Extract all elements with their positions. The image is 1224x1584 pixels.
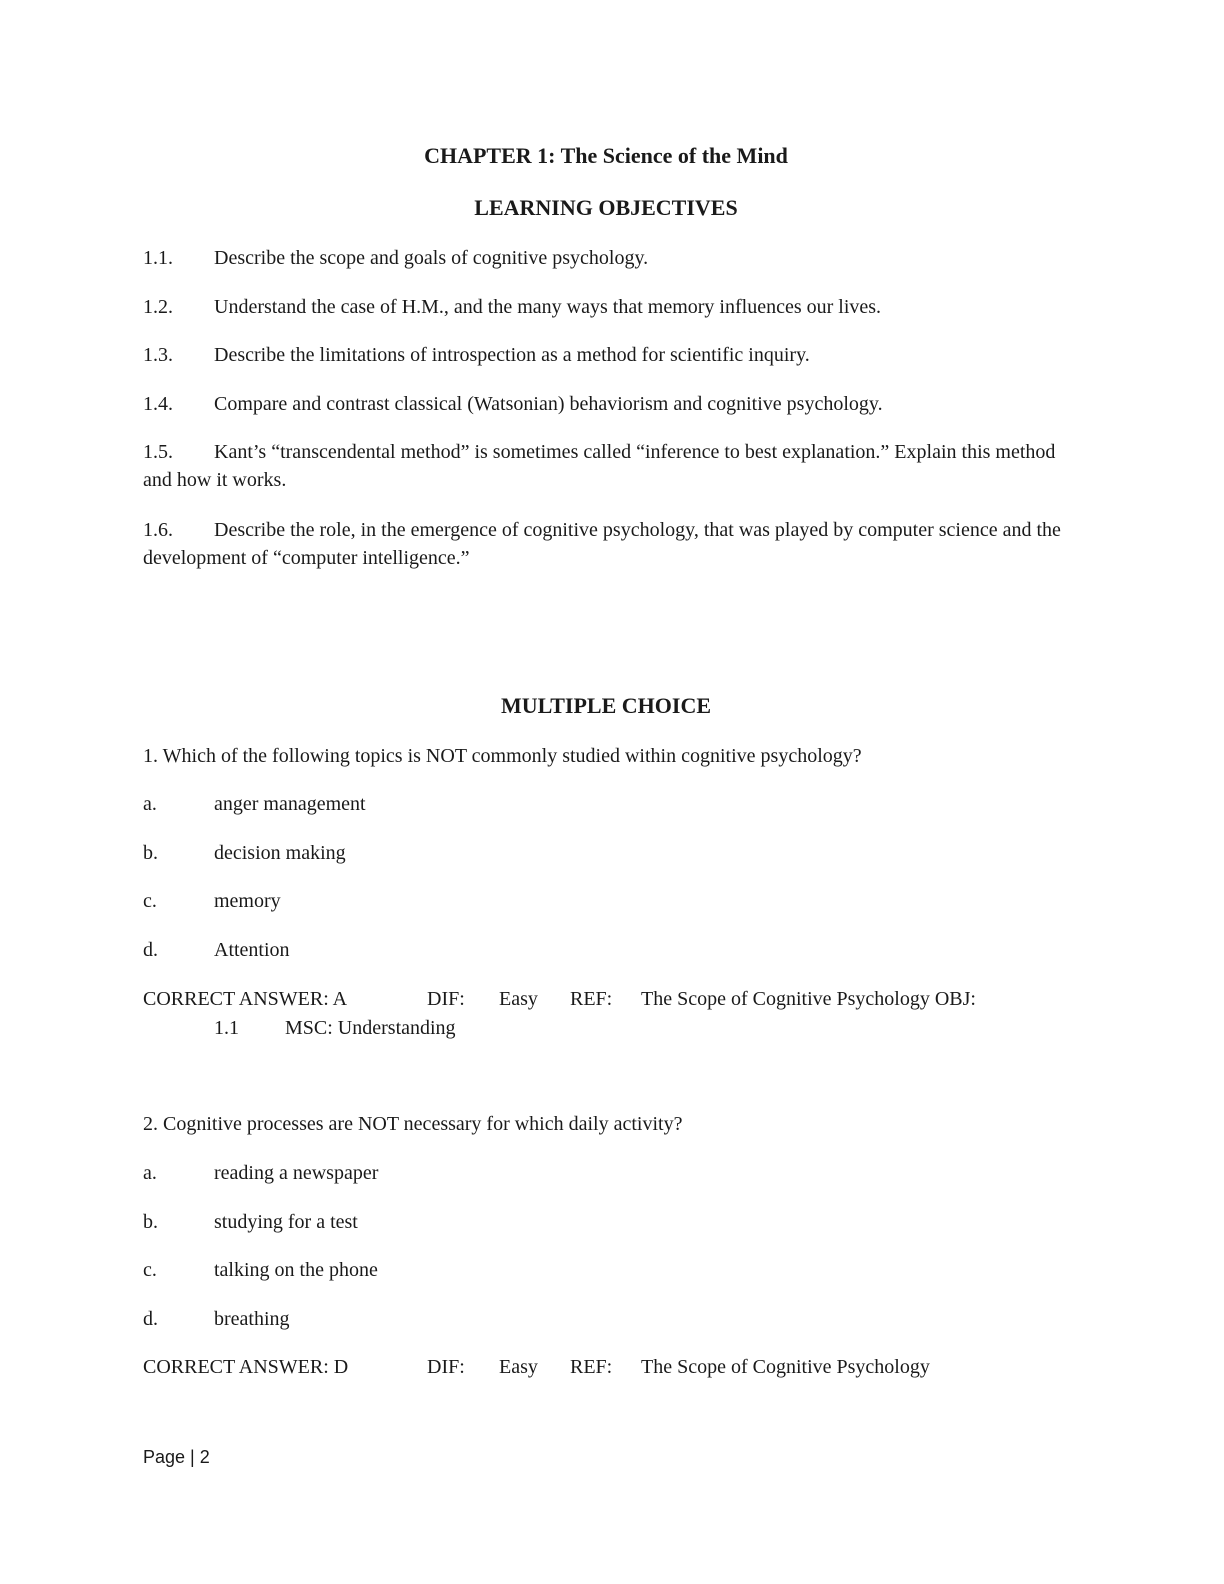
objective-item (143, 438, 1083, 494)
option-letter: a. (143, 1162, 157, 1184)
answer-metadata (0, 1353, 1224, 1383)
objective-number: 1.2. (143, 296, 173, 318)
msc-value: MSC: Understanding (285, 1017, 456, 1039)
reference-label: REF: (570, 988, 613, 1010)
objective-number: 1.1. (143, 247, 173, 269)
correct-answer: CORRECT ANSWER: A (143, 988, 348, 1010)
option-letter: d. (143, 1308, 158, 1330)
objectives-heading: LEARNING OBJECTIVES (474, 195, 738, 220)
option-text: decision making (214, 842, 346, 864)
objective-text: Describe the limitations of introspection as a method for scientific inquiry. (214, 344, 810, 366)
option-text: talking on the phone (214, 1259, 378, 1281)
option-letter: c. (143, 890, 157, 912)
reference-value: The Scope of Cognitive Psychology (641, 1356, 930, 1378)
difficulty-value: Easy (499, 988, 538, 1010)
option-text: studying for a test (214, 1211, 358, 1233)
option-text: reading a newspaper (214, 1162, 379, 1184)
chapter-title: CHAPTER 1: The Science of the Mind (424, 143, 788, 168)
option-text: anger management (214, 793, 366, 815)
objective-item (143, 516, 1083, 572)
option-text: breathing (214, 1308, 290, 1330)
option-letter: b. (143, 1211, 158, 1233)
objective-number: 1.3. (143, 344, 173, 366)
option-letter: b. (143, 842, 158, 864)
page-number: Page | 2 (143, 1447, 210, 1467)
multiple-choice-heading: MULTIPLE CHOICE (500, 693, 712, 718)
difficulty-label: DIF: (427, 1356, 465, 1378)
objective-ref: 1.1 (214, 1017, 239, 1039)
difficulty-value: Easy (499, 1356, 538, 1378)
objective-text: Understand the case of H.M., and the many ways that memory influences our lives. (214, 296, 882, 318)
objective-text: Describe the role, in the emergence of cognitive psychology, that was played by computer science and the development of “computer intelligence.” (143, 519, 1061, 569)
objective-number: 1.4. (143, 393, 173, 415)
question-text: 1. Which of the following topics is NOT commonly studied within cognitive psychology? (143, 745, 862, 767)
objective-text: Compare and contrast classical (Watsonian) behaviorism and cognitive psychology. (214, 393, 883, 415)
reference-label: REF: (570, 1356, 613, 1378)
option-letter: d. (143, 939, 158, 961)
objective-text: Kant’s “transcendental method” is sometimes called “inference to best explanation.” Explain this method and how it works. (143, 441, 1056, 491)
reference-value: The Scope of Cognitive Psychology OBJ: (641, 988, 976, 1010)
objective-number: 1.6. (143, 519, 173, 541)
correct-answer: CORRECT ANSWER: D (143, 1356, 349, 1378)
objective-number: 1.5. (143, 441, 173, 463)
objective-text: Describe the scope and goals of cognitive psychology. (214, 247, 649, 269)
option-letter: a. (143, 793, 157, 815)
difficulty-label: DIF: (427, 988, 465, 1010)
option-text: memory (214, 890, 281, 912)
option-text: Attention (214, 939, 290, 961)
answer-metadata (0, 985, 1224, 1045)
option-letter: c. (143, 1259, 157, 1281)
question-text: 2. Cognitive processes are NOT necessary for which daily activity? (143, 1113, 683, 1135)
